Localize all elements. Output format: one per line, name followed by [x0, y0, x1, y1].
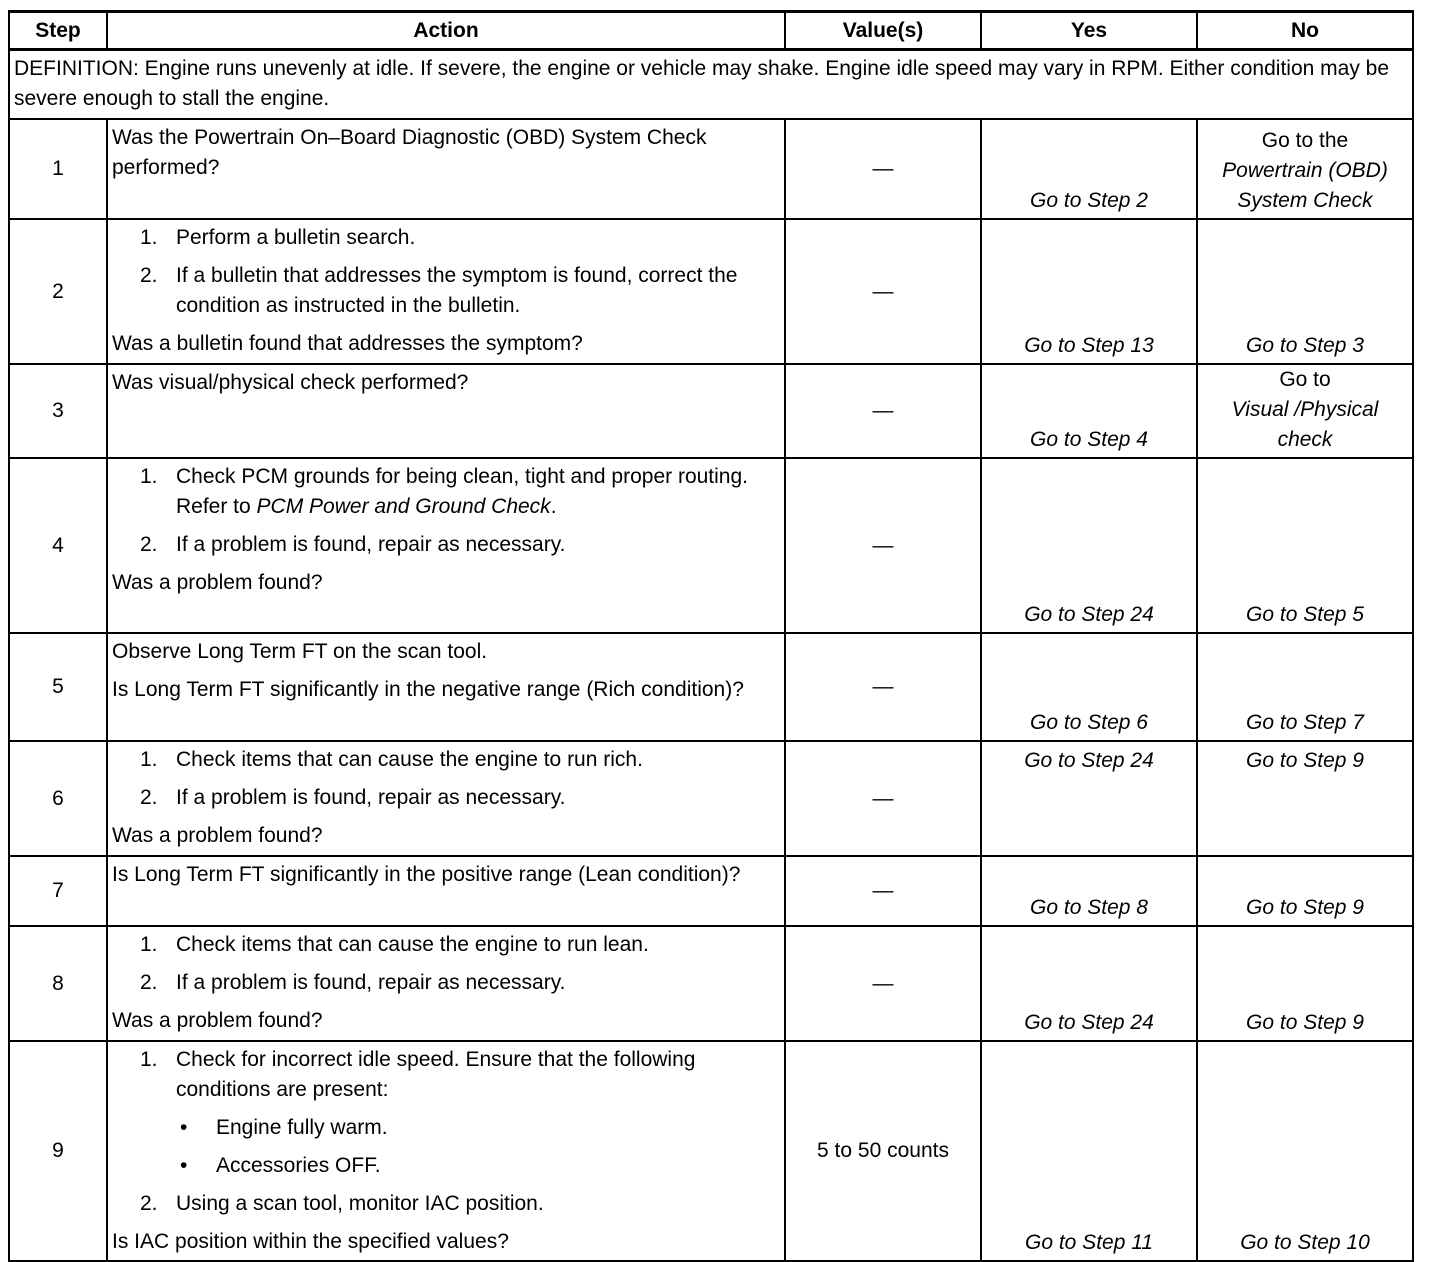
bullet-glyph: •: [180, 1154, 188, 1177]
header-yes: Yes: [981, 12, 1197, 50]
list-number: 1.: [140, 465, 158, 488]
action-statement: Observe Long Term FT on the scan tool.: [112, 640, 488, 663]
list-item: [112, 261, 780, 321]
list-text: [176, 462, 780, 522]
bullet-item: [112, 1113, 780, 1143]
value-cell: —: [785, 633, 981, 741]
list-number: 1.: [140, 1048, 158, 1071]
diagnostic-table-page: [8, 10, 1412, 1262]
action-question: Was visual/physical check performed?: [112, 371, 469, 394]
action-cell: [107, 458, 785, 633]
step-number: 2: [9, 219, 107, 364]
action-cell: [107, 856, 785, 926]
bullet-glyph: •: [180, 1116, 188, 1139]
list-item: [112, 930, 780, 960]
no-cell: Go to Step 3: [1197, 219, 1413, 364]
list-text: Perform a bulletin search.: [176, 226, 416, 249]
list-number: 2.: [140, 264, 158, 287]
header-action: Action: [107, 12, 785, 50]
no-prefix: [1204, 365, 1406, 395]
yes-cell: Go to Step 24: [981, 741, 1197, 856]
list-text: Using a scan tool, monitor IAC position.: [176, 1192, 544, 1215]
action-question: Is Long Term FT significantly in the positive range (Lean condition)?: [112, 863, 741, 886]
table-row: [9, 364, 1413, 458]
list-number: 1.: [140, 226, 158, 249]
no-reference: Powertrain (OBD) System Check: [1222, 159, 1388, 212]
value-cell: 5 to 50 counts: [785, 1041, 981, 1261]
list-number: 2.: [140, 533, 158, 556]
step-number: 6: [9, 741, 107, 856]
action-question: Is IAC position within the specified values?: [112, 1230, 509, 1253]
action-cell: [107, 926, 785, 1041]
list-text-part: Check PCM grounds for being clean, tight and proper routing. Refer to: [176, 465, 748, 518]
action-cell: [107, 633, 785, 741]
list-item: [112, 462, 780, 522]
list-text-end: .: [550, 495, 557, 518]
step-number: 9: [9, 1041, 107, 1261]
value-cell: —: [785, 219, 981, 364]
bullet-text: Engine fully warm.: [216, 1116, 388, 1139]
yes-cell: Go to Step 8: [981, 856, 1197, 926]
list-item: [112, 968, 780, 998]
yes-cell: Go to Step 13: [981, 219, 1197, 364]
action-cell: [107, 219, 785, 364]
list-text: Check for incorrect idle speed. Ensure that the following conditions are present:: [176, 1048, 696, 1101]
no-cell: Go to Step 10: [1197, 1041, 1413, 1261]
list-number: 2.: [140, 786, 158, 809]
table-row: [9, 633, 1413, 741]
table-row: [9, 458, 1413, 633]
action-question: Was a problem found?: [112, 571, 323, 594]
bullet-text: Accessories OFF.: [216, 1154, 381, 1177]
no-cell: [1197, 119, 1413, 219]
step-number: 3: [9, 364, 107, 458]
value-cell: —: [785, 364, 981, 458]
yes-cell: Go to Step 24: [981, 458, 1197, 633]
table-row: [9, 856, 1413, 926]
action-cell: [107, 1041, 785, 1261]
table-row: [9, 926, 1413, 1041]
step-number: 8: [9, 926, 107, 1041]
list-item: [112, 783, 780, 813]
list-text: If a problem is found, repair as necessary.: [176, 971, 566, 994]
table-row: [9, 219, 1413, 364]
list-number: 1.: [140, 933, 158, 956]
value-cell: —: [785, 741, 981, 856]
definition-text: DEFINITION: Engine runs unevenly at idle. If severe, the engine or vehicle may shake. Engine idle speed may vary in RPM. Either condition may be severe enough to stall the engine.: [9, 50, 1413, 120]
step-number: 1: [9, 119, 107, 219]
list-item: [112, 530, 780, 560]
list-text: Check items that can cause the engine to run rich.: [176, 748, 643, 771]
list-item: [112, 1189, 780, 1219]
list-number: 1.: [140, 748, 158, 771]
value-cell: —: [785, 856, 981, 926]
header-row: [9, 12, 1413, 50]
action-question: Was a bulletin found that addresses the symptom?: [112, 332, 583, 355]
list-text: Check items that can cause the engine to run lean.: [176, 933, 649, 956]
step-number: 5: [9, 633, 107, 741]
list-text: If a problem is found, repair as necessary.: [176, 786, 566, 809]
yes-cell: Go to Step 4: [981, 364, 1197, 458]
list-item: [112, 223, 780, 253]
action-cell: [107, 119, 785, 219]
step-number: 4: [9, 458, 107, 633]
no-cell: Go to Step 9: [1197, 856, 1413, 926]
yes-cell: Go to Step 6: [981, 633, 1197, 741]
diagnostic-table: [8, 10, 1414, 1262]
action-question: Was a problem found?: [112, 824, 323, 847]
no-cell: Go to Step 7: [1197, 633, 1413, 741]
yes-cell: Go to Step 11: [981, 1041, 1197, 1261]
no-cell: Go to Step 9: [1197, 741, 1413, 856]
action-question: Was the Powertrain On–Board Diagnostic (OBD) System Check performed?: [112, 126, 707, 179]
list-item: [112, 1045, 780, 1105]
list-text: If a bulletin that addresses the symptom is found, correct the condition as instructed in the bulletin.: [176, 264, 738, 317]
table-row: [9, 1041, 1413, 1261]
action-cell: [107, 364, 785, 458]
value-cell: —: [785, 119, 981, 219]
no-reference: Visual /Physical check: [1231, 398, 1379, 451]
yes-cell: Go to Step 24: [981, 926, 1197, 1041]
table-row: [9, 741, 1413, 856]
no-prefix-text: Go to: [1279, 368, 1331, 391]
header-values: Value(s): [785, 12, 981, 50]
no-prefix: Go to the: [1261, 129, 1349, 152]
list-item: [112, 745, 780, 775]
header-no: No: [1197, 12, 1413, 50]
yes-cell: Go to Step 2: [981, 119, 1197, 219]
definition-row: [9, 50, 1413, 120]
no-cell: [1197, 364, 1413, 458]
reference-text: PCM Power and Ground Check: [256, 495, 551, 518]
header-step: Step: [9, 12, 107, 50]
bullet-item: [112, 1151, 780, 1181]
list-number: 2.: [140, 1192, 158, 1215]
step-number: 7: [9, 856, 107, 926]
value-cell: —: [785, 926, 981, 1041]
action-cell: [107, 741, 785, 856]
list-number: 2.: [140, 971, 158, 994]
no-cell: Go to Step 5: [1197, 458, 1413, 633]
list-text: If a problem is found, repair as necessary.: [176, 533, 566, 556]
table-row: [9, 119, 1413, 219]
value-cell: —: [785, 458, 981, 633]
action-question: Was a problem found?: [112, 1009, 323, 1032]
no-cell: Go to Step 9: [1197, 926, 1413, 1041]
action-question: Is Long Term FT significantly in the negative range (Rich condition)?: [112, 678, 744, 701]
